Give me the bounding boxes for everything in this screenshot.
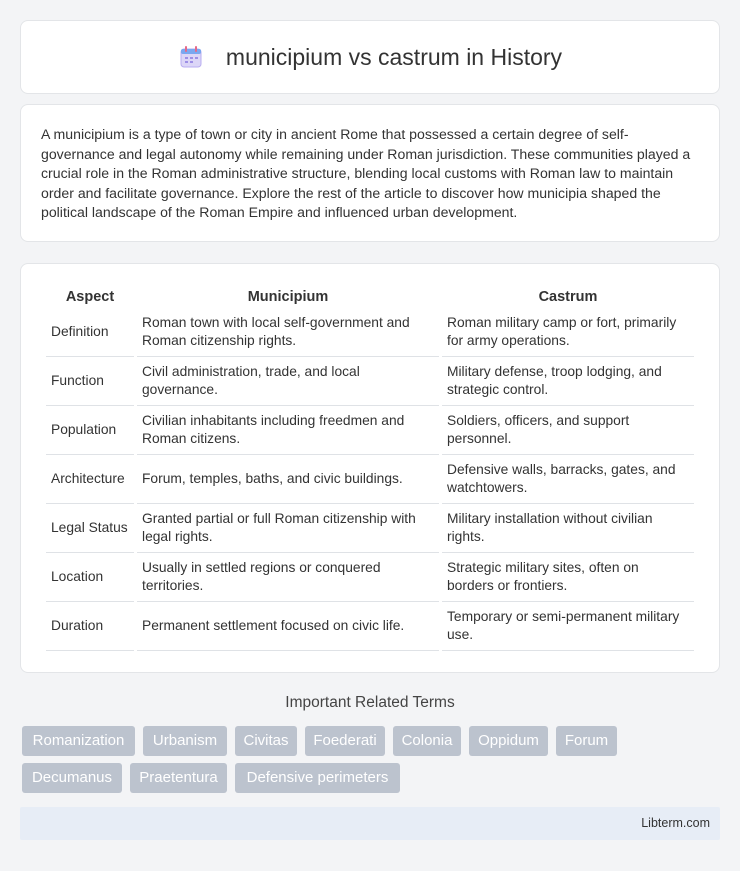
footer xyxy=(20,807,720,840)
table-header-row xyxy=(46,284,694,308)
row-aspect: Legal Status xyxy=(46,504,134,553)
comparison-card xyxy=(20,263,720,673)
row-castrum: Strategic military sites, often on borders or frontiers. xyxy=(442,553,694,602)
tag-defensive-perimeters[interactable]: Defensive perimeters xyxy=(235,763,400,793)
row-aspect: Definition xyxy=(46,308,134,357)
title-card xyxy=(20,20,720,94)
row-municipium: Civil administration, trade, and local governance. xyxy=(137,357,439,406)
row-castrum: Military installation without civilian rights. xyxy=(442,504,694,553)
row-castrum: Temporary or semi-permanent military use. xyxy=(442,602,694,651)
table-row xyxy=(46,406,694,455)
table-row xyxy=(46,553,694,602)
tag-romanization[interactable]: Romanization xyxy=(22,726,135,756)
table-row xyxy=(46,602,694,651)
tag-civitas[interactable]: Civitas xyxy=(235,726,297,756)
row-municipium: Granted partial or full Roman citizenship with legal rights. xyxy=(137,504,439,553)
row-aspect: Location xyxy=(46,553,134,602)
row-municipium: Permanent settlement focused on civic life. xyxy=(137,602,439,651)
page-title: municipium vs castrum in History xyxy=(225,43,563,70)
row-municipium: Usually in settled regions or conquered territories. xyxy=(137,553,439,602)
row-castrum: Roman military camp or fort, primarily for army operations. xyxy=(442,308,694,357)
row-castrum: Soldiers, officers, and support personnel. xyxy=(442,406,694,455)
tag-praetentura[interactable]: Praetentura xyxy=(130,763,227,793)
table-row xyxy=(46,455,694,504)
related-terms-title: Important Related Terms xyxy=(285,694,455,711)
row-aspect: Population xyxy=(46,406,134,455)
intro-card xyxy=(20,104,720,242)
intro-paragraph: A municipium is a type of town or city in ancient Rome that possessed a certain degree of self-governance and legal autonomy while remaining under Roman jurisdiction. These communities played a crucial role in the Roman administrative structure, blending local customs with Roman law to maintain order and facilitate governance. Explore the rest of the article to discover how municipia shaped the political landscape of the Roman Empire and influenced urban development. xyxy=(41,126,691,221)
footer-link[interactable]: Libterm.com xyxy=(641,816,710,830)
row-municipium: Forum, temples, baths, and civic buildings. xyxy=(137,455,439,504)
calendar-icon xyxy=(178,44,204,70)
row-municipium: Civilian inhabitants including freedmen and Roman citizens. xyxy=(137,406,439,455)
tag-urbanism[interactable]: Urbanism xyxy=(143,726,227,756)
row-aspect: Duration xyxy=(46,602,134,651)
tag-colonia[interactable]: Colonia xyxy=(393,726,461,756)
header-castrum: Castrum xyxy=(538,289,598,305)
row-castrum: Defensive walls, barracks, gates, and watchtowers. xyxy=(442,455,694,504)
tag-forum[interactable]: Forum xyxy=(556,726,617,756)
header-municipium: Municipium xyxy=(247,289,329,305)
table-row xyxy=(46,308,694,357)
row-municipium: Roman town with local self-government and Roman citizenship rights. xyxy=(137,308,439,357)
row-aspect: Function xyxy=(46,357,134,406)
tag-decumanus[interactable]: Decumanus xyxy=(22,763,122,793)
row-aspect: Architecture xyxy=(46,455,134,504)
row-castrum: Military defense, troop lodging, and strategic control. xyxy=(442,357,694,406)
tag-oppidum[interactable]: Oppidum xyxy=(469,726,548,756)
table-row xyxy=(46,357,694,406)
comparison-table xyxy=(43,284,697,651)
table-row xyxy=(46,504,694,553)
tag-foederati[interactable]: Foederati xyxy=(305,726,385,756)
header-aspect: Aspect xyxy=(65,289,115,305)
